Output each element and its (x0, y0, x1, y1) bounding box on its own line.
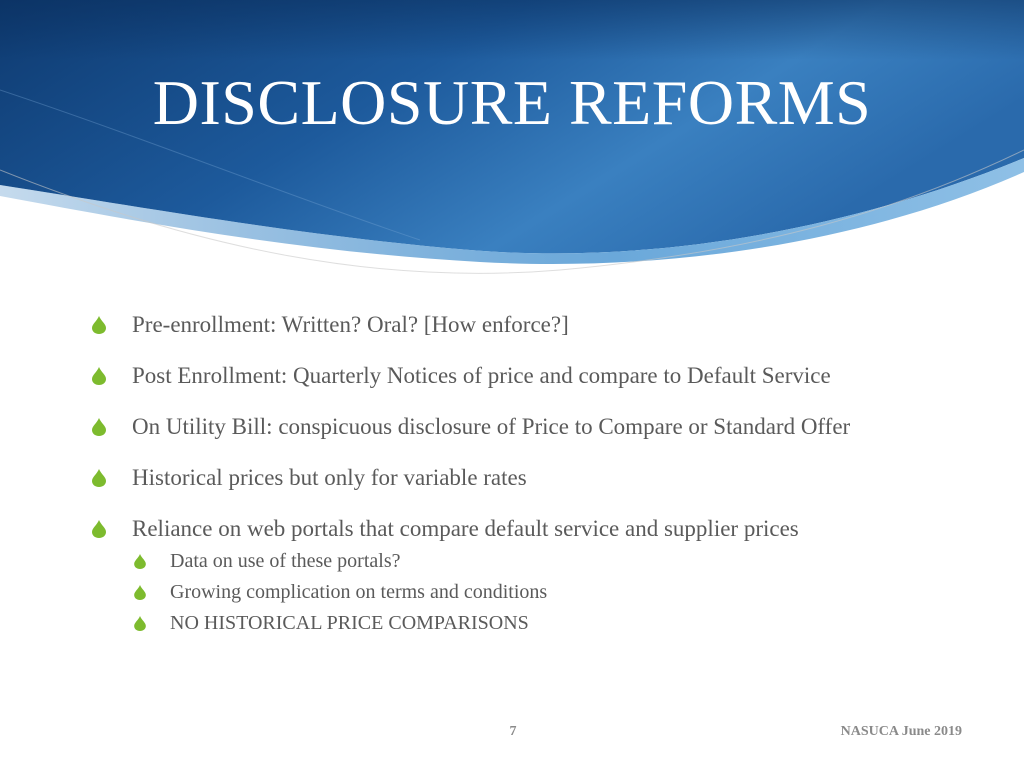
water-drop-icon (92, 316, 106, 334)
bullet-item (90, 410, 990, 444)
water-drop-icon (92, 367, 106, 385)
water-drop-icon (134, 585, 146, 600)
bullet-item (90, 308, 990, 342)
bullet-text: Post Enrollment: Quarterly Notices of price and compare to Default Service (132, 363, 831, 388)
banner-top-shade (0, 0, 1024, 60)
water-drop-icon (92, 469, 106, 487)
bullet-item (90, 512, 990, 639)
sub-bullet-text: Growing complication on terms and conditions (170, 581, 548, 603)
bullet-text: Reliance on web portals that compare default service and supplier prices (132, 516, 799, 541)
water-drop-icon (92, 418, 106, 436)
bullet-item (90, 461, 990, 495)
bullet-text: Pre-enrollment: Written? Oral? [How enforce?] (132, 312, 569, 337)
sub-bullet-text: NO HISTORICAL PRICE COMPARISONS (170, 612, 529, 634)
sub-bullet-list (132, 546, 990, 639)
page-number: 7 (509, 724, 517, 739)
bullet-text: Historical prices but only for variable rates (132, 465, 527, 490)
slide-title: DISCLOSURE REFORMS (152, 67, 872, 138)
sub-bullet-text: Data on use of these portals? (170, 550, 401, 572)
water-drop-icon (134, 554, 146, 569)
bullet-list (90, 308, 990, 656)
header-banner (0, 0, 1024, 300)
bullet-text: On Utility Bill: conspicuous disclosure of Price to Compare or Standard Offer (132, 414, 851, 439)
sub-bullet-item (132, 577, 990, 608)
sub-bullet-item (132, 546, 990, 577)
bullet-item (90, 359, 990, 393)
water-drop-icon (92, 520, 106, 538)
sub-bullet-item (132, 608, 990, 639)
footer-text: NASUCA June 2019 (840, 724, 962, 739)
water-drop-icon (134, 616, 146, 631)
